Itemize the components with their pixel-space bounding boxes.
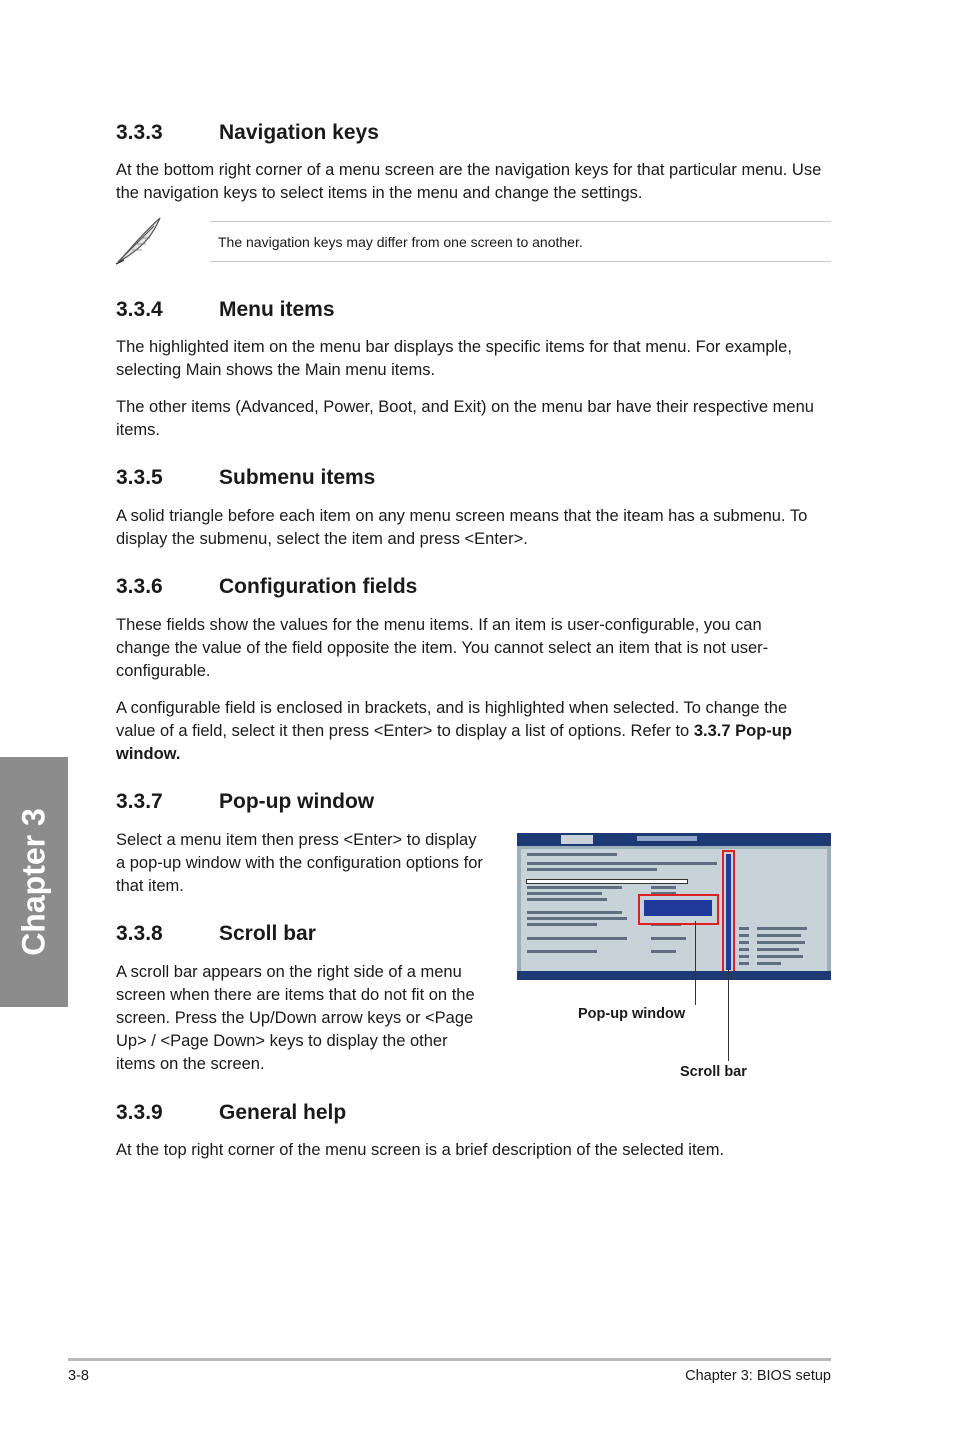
note-bottom-rule [210,261,831,262]
note-text: The navigation keys may differ from one screen to another. [218,234,583,250]
page-number: 3-8 [68,1368,89,1384]
scroll-bar-callout-label: Scroll bar [680,1064,747,1080]
heading-general-help [116,1101,816,1127]
chapter-side-tab [0,757,68,1007]
bios-menu-tab [561,835,593,844]
heading-menu-items [116,298,816,324]
section-title: Menu items [219,298,335,321]
bios-scroll-bar [722,850,735,974]
scroll-callout-line [728,970,729,1061]
bios-header-text [637,836,697,841]
footer-chapter-title: Chapter 3: BIOS setup [685,1368,831,1384]
paragraph-text: A configurable field is enclosed in brackets, and is highlighted when selected. To change the value of a field, select it then press <Enter> to display a list of options. Refer to [116,699,788,740]
popup-callout-line [695,921,696,1005]
note-top-rule [210,221,831,222]
navigation-keys-paragraph: At the bottom right corner of a menu screen are the navigation keys for that particular menu. Use the navigation keys to select items in the menu and change the settings. [116,161,822,202]
section-number: 3.3.9 [116,1101,163,1124]
submenu-items-paragraph: A solid triangle before each item on any menu screen means that the iteam has a submenu. To display the submenu, select the item and press <Enter>. [116,507,808,548]
feather-pen-icon [114,214,166,266]
heading-scroll-bar [116,922,496,948]
section-number: 3.3.3 [116,121,163,144]
section-number: 3.3.7 [116,790,163,813]
popup-window-callout-label: Pop-up window [578,1006,686,1022]
configuration-fields-paragraph-1: These fields show the values for the menu items. If an item is user-configurable, you can change the value of the field opposite the item. You cannot select an item that is not user-configurable. [116,616,769,680]
menu-items-paragraph-2: The other items (Advanced, Power, Boot, and Exit) on the menu bar have their respective menu items. [116,398,814,439]
heading-popup-window [116,790,496,816]
section-title: Scroll bar [219,922,316,945]
section-title: General help [219,1101,347,1124]
heading-submenu-items [116,466,816,492]
section-number: 3.3.8 [116,922,163,945]
configuration-fields-paragraph-2 [116,697,831,766]
section-title: Submenu items [219,466,376,489]
footer-rule [68,1358,831,1361]
heading-configuration-fields [116,575,816,601]
heading-navigation-keys [116,121,816,147]
section-title: Navigation keys [219,121,379,144]
section-number: 3.3.5 [116,466,163,489]
section-number: 3.3.6 [116,575,163,598]
section-title: Configuration fields [219,575,418,598]
section-number: 3.3.4 [116,298,163,321]
section-title: Pop-up window [219,790,375,813]
popup-window-reference: 3.3.7 Pop-up window. [116,722,792,763]
bios-popup-window [638,894,719,925]
scroll-bar-paragraph: A scroll bar appears on the right side of a menu screen when there are items that do not fit on the screen. Press the Up/Down arrow keys or <Page Up> / <Page Down> keys to display the other items on the screen. [116,963,475,1073]
bios-header-bar [517,833,831,846]
general-help-paragraph: At the top right corner of the menu screen is a brief description of the selected item. [116,1141,725,1159]
popup-window-paragraph: Select a menu item then press <Enter> to display a pop-up window with the configuration options for that item. [116,831,483,895]
menu-items-paragraph-1: The highlighted item on the menu bar displays the specific items for that menu. For example, selecting Main shows the Main menu items. [116,338,792,379]
chapter-tab-label: Chapter 3 [15,808,52,956]
bios-screenshot [517,833,831,980]
bios-footer-bar [517,971,831,980]
